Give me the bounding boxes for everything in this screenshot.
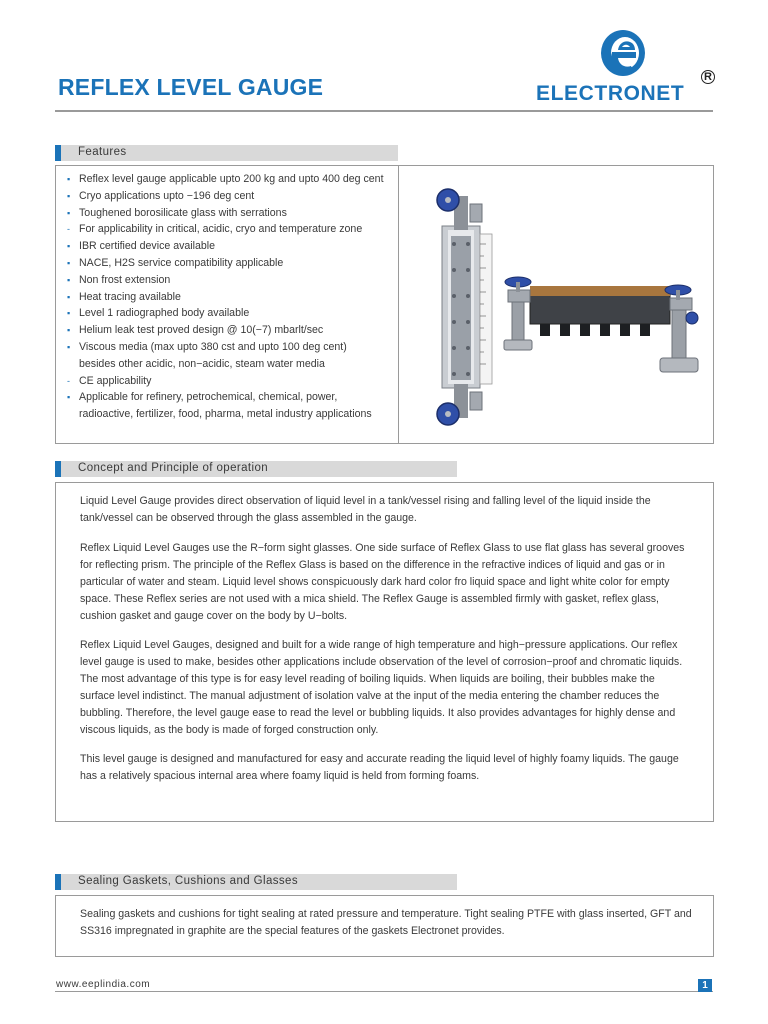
bullet-icon: ▪ [67, 291, 71, 302]
features-divider [398, 165, 399, 444]
concept-box [55, 482, 714, 822]
feature-item [67, 289, 402, 306]
bullet-icon: ▪ [67, 325, 71, 336]
feature-text: Level 1 radiographed body available [79, 307, 250, 320]
feature-text: IBR certified device available [79, 240, 216, 253]
feature-item [67, 373, 402, 390]
page-title: REFLEX LEVEL GAUGE [58, 74, 324, 100]
feature-text: Reflex level gauge applicable upto 200 kg and upto 400 deg cent [79, 173, 384, 185]
feature-text: Helium leak test proved design @ 10(−7) mbarlt/sec [79, 324, 324, 337]
feature-item [67, 406, 402, 423]
vertical-gauge-image [437, 189, 492, 425]
features-box [55, 165, 714, 444]
feature-text: For applicability in critical, acidic, cryo and temperature zone [79, 223, 363, 236]
feature-text: Heat tracing available [79, 290, 181, 303]
feature-text: Applicable for refinery, petrochemical, chemical, power, [79, 391, 338, 404]
sealing-heading-label: Sealing Gaskets, Cushions and Glasses [78, 875, 298, 887]
bullet-icon: ▪ [67, 308, 71, 319]
sealing-paragraph: Sealing gaskets and cushions for tight sealing at rated pressure and temperature. Tight sealing PTFE with glass inserted, GFT and SS316 impregnated in graphite are the special features of the gaskets Electronet provides. [80, 908, 692, 937]
feature-item [67, 356, 402, 373]
feature-item [67, 221, 402, 238]
bullet-icon: - [67, 375, 70, 386]
page-number: 1 [698, 979, 712, 992]
registered-mark: R [701, 70, 715, 84]
feature-item [67, 305, 402, 322]
bullet-icon: ▪ [67, 174, 71, 184]
sealing-box [55, 895, 714, 957]
feature-text: Viscous media (max upto 380 cst and upto 100 deg cent) [79, 340, 347, 353]
product-photo [434, 178, 702, 440]
bullet-icon: ▪ [67, 392, 71, 403]
feature-text: Toughened borosilicate glass with serrations [79, 206, 287, 219]
feature-text: Cryo applications upto −196 deg cent [79, 189, 255, 202]
bullet-icon: ▪ [67, 257, 71, 268]
feature-text: besides other acidic, non−acidic, steam water media [79, 357, 325, 370]
feature-item [67, 339, 402, 356]
concept-paragraph-2: Reflex Liquid Level Gauges use the R−form sight glasses. One side surface of Reflex Glass to use flat glass has several grooves for reflecting prism. The principle of the Reflex Glass is based on the difference in the refractive indices of liquid and gas or in particular of water and steam. Liquid level shows conspicuously dark hard color fro liquid space and light white color for empty space. These Reflex series are not used with a mica shield. The Reflex Gauge is assembled firmly with gasket, reflex glass, cushion gasket and gauge cover on the body by U−bolts. [80, 542, 685, 622]
features-list [67, 171, 402, 423]
feature-item [67, 322, 402, 339]
bullet-icon: ▪ [67, 207, 71, 218]
bullet-icon: ▪ [67, 190, 71, 201]
feature-item [67, 238, 402, 255]
concept-paragraph-4: This level gauge is designed and manufactured for easy and accurate reading the liquid level of highly foamy liquids. The gauge has a relatively spacious internal area where foamy liquid is held from forming foams. [80, 753, 679, 782]
concept-heading-label: Concept and Principle of operation [78, 462, 269, 474]
feature-text: NACE, H2S service compatibility applicable [79, 256, 284, 269]
features-heading-label: Features [78, 146, 127, 158]
feature-item [67, 255, 402, 272]
feature-text: CE applicability [79, 374, 152, 387]
bullet-icon: ▪ [67, 241, 71, 252]
footer-website-link[interactable]: www.eeplindia.com [56, 979, 151, 990]
logo-wordmark: ELECTRONET [536, 82, 685, 105]
bullet-icon: ▪ [67, 341, 71, 352]
heading-accent [55, 461, 61, 477]
electronet-logo [532, 26, 722, 108]
feature-text: Non frost extension [79, 273, 171, 286]
footer-rule [55, 991, 713, 992]
feature-item [67, 272, 402, 289]
concept-paragraph-1: Liquid Level Gauge provides direct observation of liquid level in a tank/vessel rising and falling level of the liquid inside the tank/vessel can be observed through the glass assembled in the gauge. [80, 495, 651, 524]
concept-paragraph-3: Reflex Liquid Level Gauges, designed and built for a wide range of high temperature and high−pressure applications. Our reflex level gauge is used to make, besides other applications include observation of the level of corrosion−proof and chromatic liquids. The most advantage of this type is for easy level reading of boiling liquids. When liquids are boiling, their bubbles make the surface level indistinct. The manual adjustment of isolation valve at the input of the media entering the chamber reduces the bubbling. Therefore, the level gauge ease to read the level or bubbling liquids. It also provides advantages for highly dense and viscous liquids, as the body is made of forged construction only. [80, 639, 683, 736]
bullet-icon: - [67, 224, 70, 235]
feature-item [67, 188, 402, 205]
header-rule [55, 110, 713, 112]
feature-text: radioactive, fertilizer, food, pharma, metal industry applications [79, 408, 372, 421]
feature-item [67, 205, 402, 222]
feature-item [67, 171, 402, 188]
feature-item [67, 389, 402, 406]
sealing-heading [55, 874, 457, 890]
heading-accent [55, 874, 61, 890]
concept-heading [55, 461, 457, 477]
features-heading [55, 145, 398, 161]
electronet-logo-icon [598, 28, 648, 78]
heading-accent [55, 145, 61, 161]
bullet-icon: ▪ [67, 274, 71, 285]
horizontal-gauge-image [504, 277, 698, 372]
